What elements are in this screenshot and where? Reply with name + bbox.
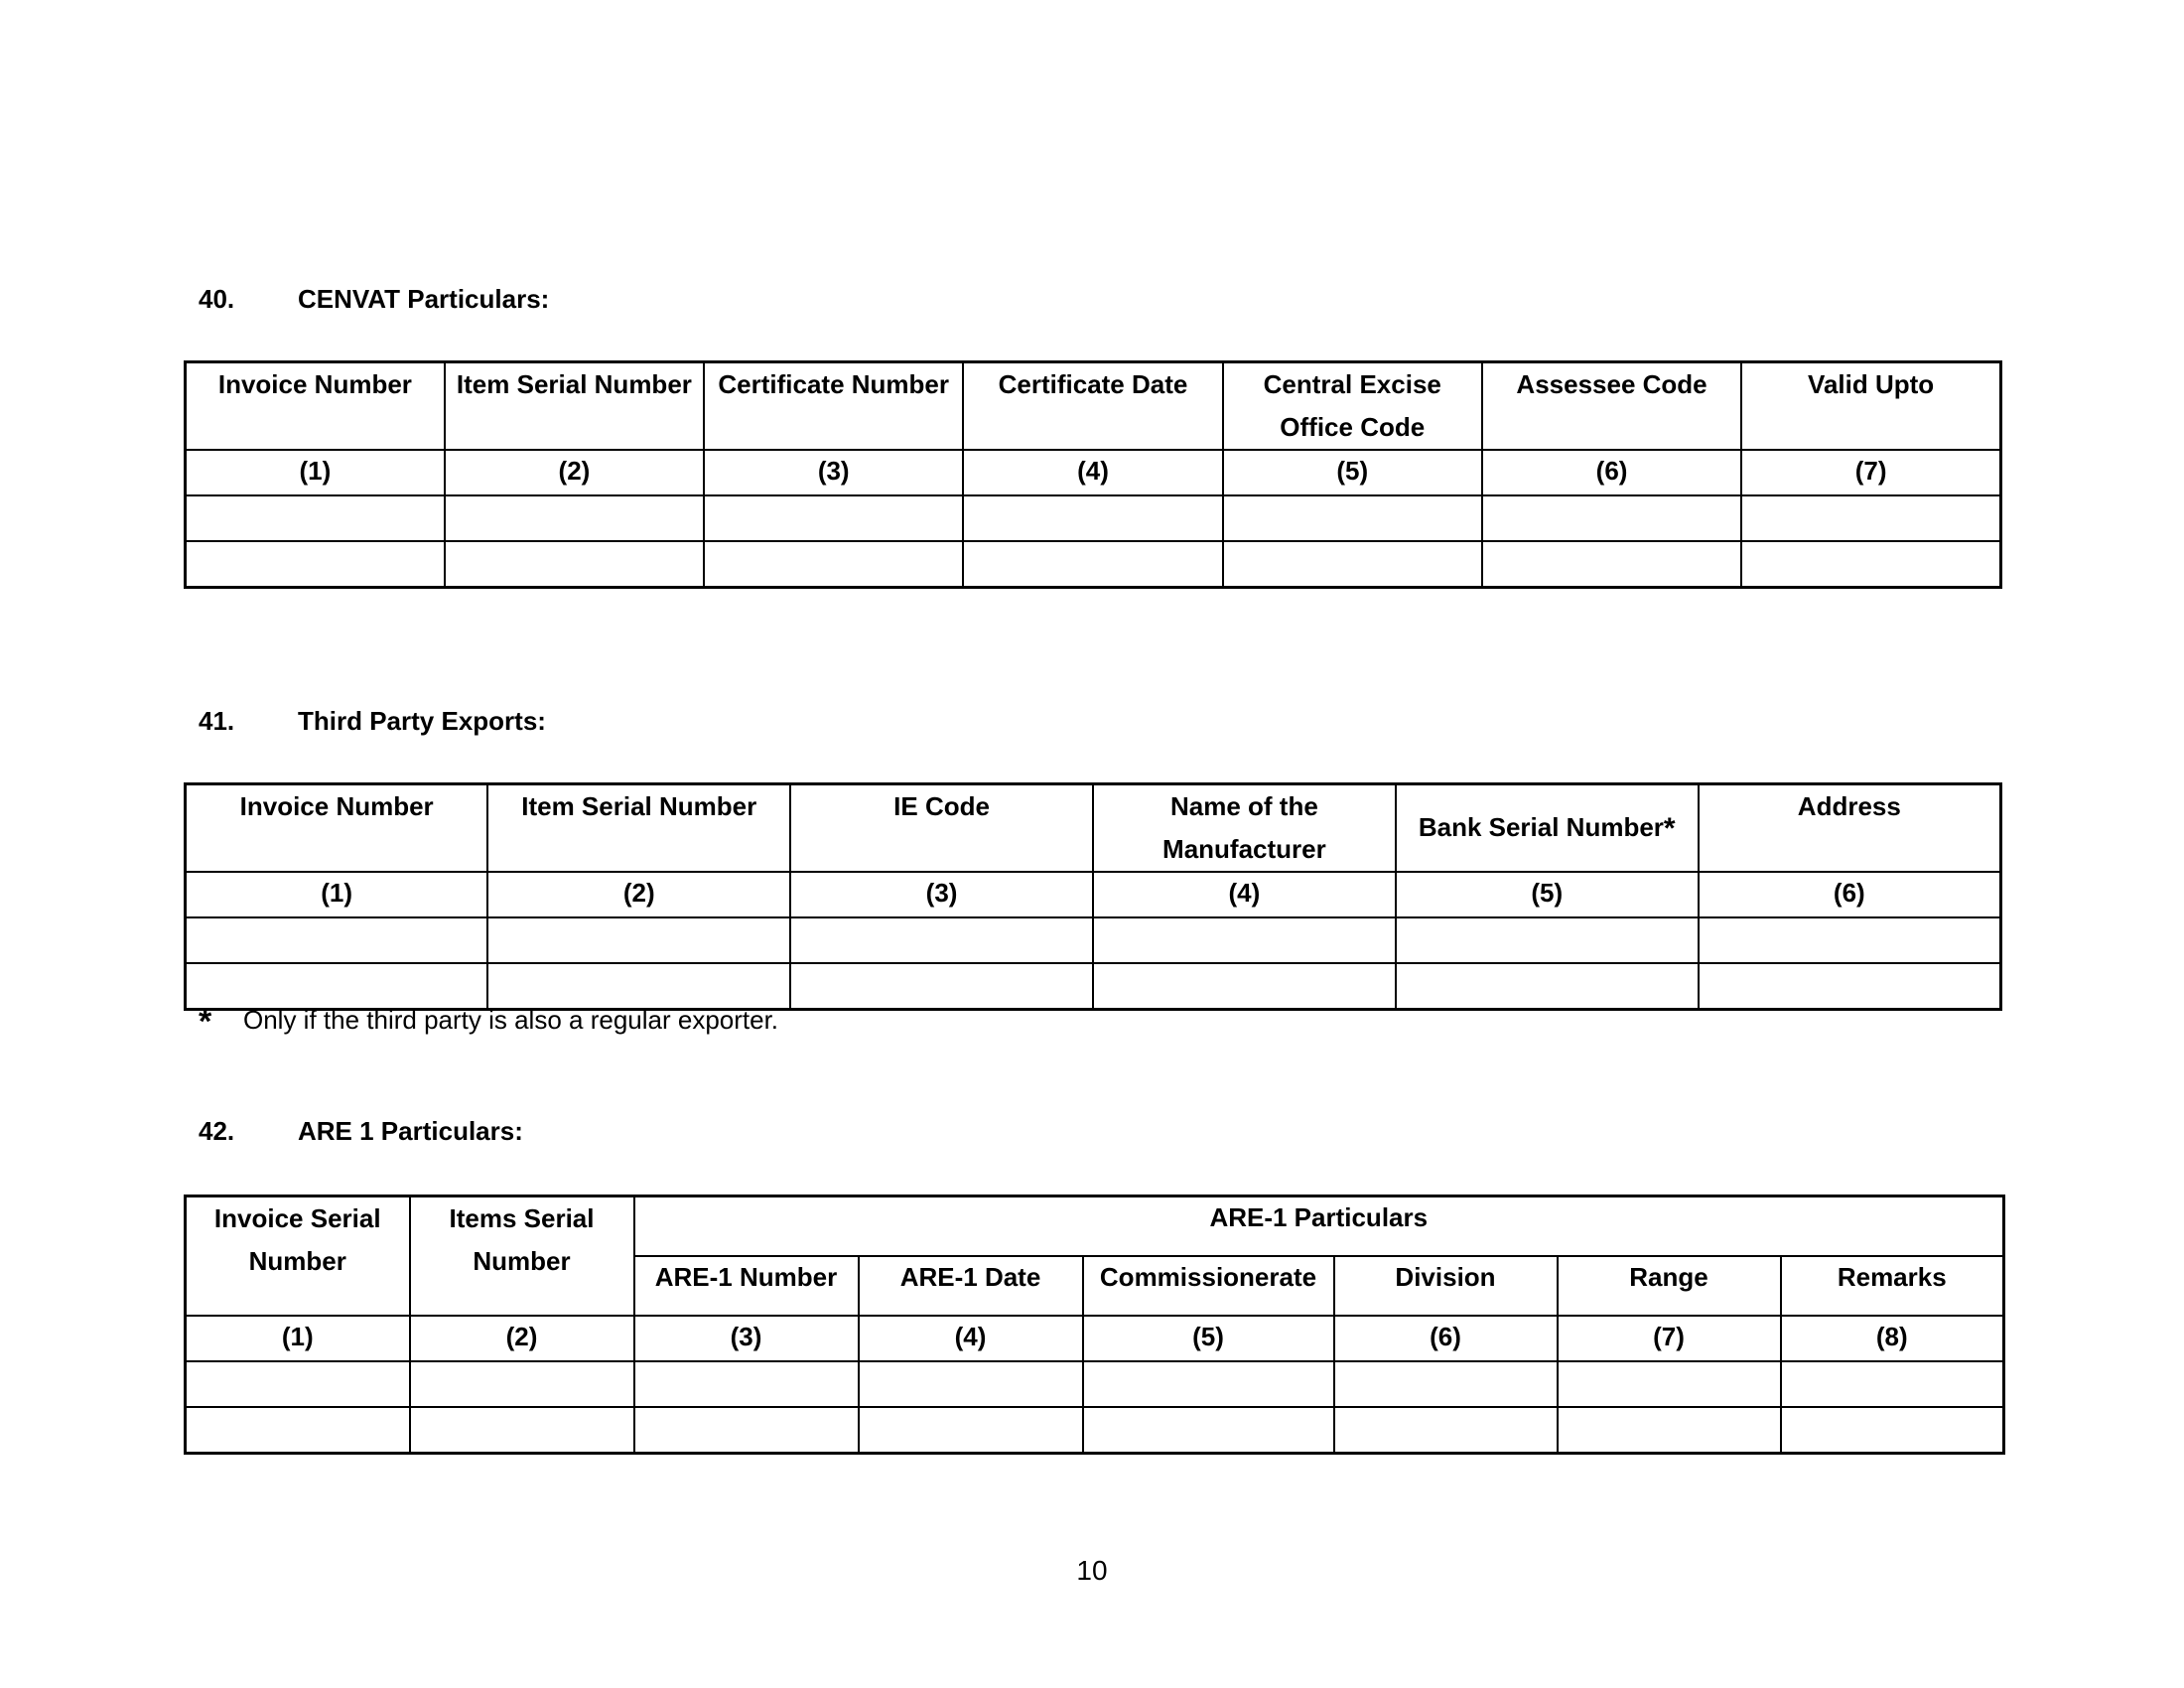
column-index: (6) <box>1699 872 2001 917</box>
blank-cell[interactable] <box>445 495 704 541</box>
column-index: (3) <box>634 1316 859 1361</box>
column-index: (5) <box>1396 872 1699 917</box>
column-index: (4) <box>1093 872 1396 917</box>
column-index: (2) <box>410 1316 634 1361</box>
column-index: (1) <box>186 1316 410 1361</box>
index-row <box>186 872 2001 917</box>
index-row <box>186 1316 2004 1361</box>
blank-cell[interactable] <box>704 495 963 541</box>
blank-cell[interactable] <box>186 917 488 963</box>
blank-cell[interactable] <box>410 1407 634 1454</box>
blank-cell[interactable] <box>963 541 1222 588</box>
blank-cell[interactable] <box>1093 917 1396 963</box>
footnote-text: Only if the third party is also a regular exporter. <box>243 1005 779 1035</box>
column-header-bank-serial <box>1396 784 1699 873</box>
column-header: Item Serial Number <box>487 784 790 873</box>
blank-entry-row <box>186 1407 2004 1454</box>
blank-entry-row <box>186 541 2001 588</box>
third-party-exports-table <box>184 782 2002 1011</box>
blank-cell[interactable] <box>487 917 790 963</box>
column-index: (7) <box>1741 450 2000 495</box>
column-index: (1) <box>186 450 445 495</box>
blank-cell[interactable] <box>186 1407 410 1454</box>
column-index: (4) <box>859 1316 1083 1361</box>
column-header: Assessee Code <box>1482 362 1741 451</box>
blank-cell[interactable] <box>790 963 1093 1010</box>
column-header: IE Code <box>790 784 1093 873</box>
blank-cell[interactable] <box>1482 541 1741 588</box>
blank-cell[interactable] <box>963 495 1222 541</box>
column-header: Range <box>1558 1256 1781 1316</box>
column-header: Invoice Serial Number <box>186 1196 410 1317</box>
blank-cell[interactable] <box>1083 1407 1334 1454</box>
column-index: (2) <box>445 450 704 495</box>
column-index: (6) <box>1334 1316 1558 1361</box>
column-header: ARE-1 Date <box>859 1256 1083 1316</box>
blank-cell[interactable] <box>186 541 445 588</box>
blank-cell[interactable] <box>1781 1407 2004 1454</box>
column-index: (7) <box>1558 1316 1781 1361</box>
column-index: (5) <box>1083 1316 1334 1361</box>
blank-cell[interactable] <box>790 917 1093 963</box>
blank-cell[interactable] <box>1223 495 1482 541</box>
blank-cell[interactable] <box>1741 495 2000 541</box>
column-header: Certificate Date <box>963 362 1222 451</box>
column-header: ARE-1 Number <box>634 1256 859 1316</box>
blank-entry-row <box>186 917 2001 963</box>
footnote-marker: * <box>199 1003 212 1041</box>
header-row <box>186 1196 2004 1257</box>
column-header: Address <box>1699 784 2001 873</box>
blank-cell[interactable] <box>634 1407 859 1454</box>
cenvat-particulars-table <box>184 360 2002 589</box>
section-number: 40. <box>199 284 235 314</box>
header-row <box>186 784 2001 873</box>
page-number: 10 <box>1076 1555 1108 1586</box>
blank-cell[interactable] <box>1558 1361 1781 1407</box>
column-header: Invoice Number <box>186 362 445 451</box>
group-header: ARE-1 Particulars <box>634 1196 2004 1257</box>
column-header: Remarks <box>1781 1256 2004 1316</box>
column-header: Division <box>1334 1256 1558 1316</box>
footnote-marker: * <box>1663 812 1676 845</box>
blank-cell[interactable] <box>859 1407 1083 1454</box>
column-header: Items Serial Number <box>410 1196 634 1317</box>
column-header: Name of the Manufacturer <box>1093 784 1396 873</box>
section-41-heading <box>199 706 546 737</box>
column-index: (3) <box>704 450 963 495</box>
blank-cell[interactable] <box>634 1361 859 1407</box>
are1-particulars-table <box>184 1195 2005 1455</box>
column-index: (4) <box>963 450 1222 495</box>
column-index: (5) <box>1223 450 1482 495</box>
blank-cell[interactable] <box>1334 1407 1558 1454</box>
column-header: Invoice Number <box>186 784 488 873</box>
blank-cell[interactable] <box>1699 917 2001 963</box>
column-header: Valid Upto <box>1741 362 2000 451</box>
column-header: Certificate Number <box>704 362 963 451</box>
blank-cell[interactable] <box>1396 963 1699 1010</box>
blank-cell[interactable] <box>186 1361 410 1407</box>
index-row <box>186 450 2001 495</box>
blank-cell[interactable] <box>410 1361 634 1407</box>
blank-entry-row <box>186 1361 2004 1407</box>
blank-cell[interactable] <box>1482 495 1741 541</box>
column-index: (1) <box>186 872 488 917</box>
section-number: 42. <box>199 1116 235 1146</box>
blank-cell[interactable] <box>704 541 963 588</box>
column-index: (3) <box>790 872 1093 917</box>
blank-cell[interactable] <box>1558 1407 1781 1454</box>
blank-cell[interactable] <box>1741 541 2000 588</box>
blank-entry-row <box>186 495 2001 541</box>
column-header: Commissionerate <box>1083 1256 1334 1316</box>
section-42-heading <box>199 1116 523 1147</box>
section-40-heading <box>199 284 549 315</box>
blank-cell[interactable] <box>186 495 445 541</box>
column-header: Item Serial Number <box>445 362 704 451</box>
blank-cell[interactable] <box>1334 1361 1558 1407</box>
section-title: CENVAT Particulars: <box>298 284 550 314</box>
section-title: ARE 1 Particulars: <box>298 1116 523 1146</box>
blank-cell[interactable] <box>1396 917 1699 963</box>
section-title: Third Party Exports: <box>298 706 546 736</box>
blank-cell[interactable] <box>1781 1361 2004 1407</box>
column-index: (8) <box>1781 1316 2004 1361</box>
blank-cell[interactable] <box>1699 963 2001 1010</box>
blank-cell[interactable] <box>445 541 704 588</box>
column-index: (6) <box>1482 450 1741 495</box>
column-header-text: Bank Serial Number <box>1418 812 1664 842</box>
blank-cell[interactable] <box>1083 1361 1334 1407</box>
blank-cell[interactable] <box>1093 963 1396 1010</box>
column-header: Central Excise Office Code <box>1223 362 1482 451</box>
footnote <box>199 1003 778 1042</box>
section-number: 41. <box>199 706 235 736</box>
header-row <box>186 362 2001 451</box>
blank-cell[interactable] <box>859 1361 1083 1407</box>
column-index: (2) <box>487 872 790 917</box>
blank-cell[interactable] <box>1223 541 1482 588</box>
